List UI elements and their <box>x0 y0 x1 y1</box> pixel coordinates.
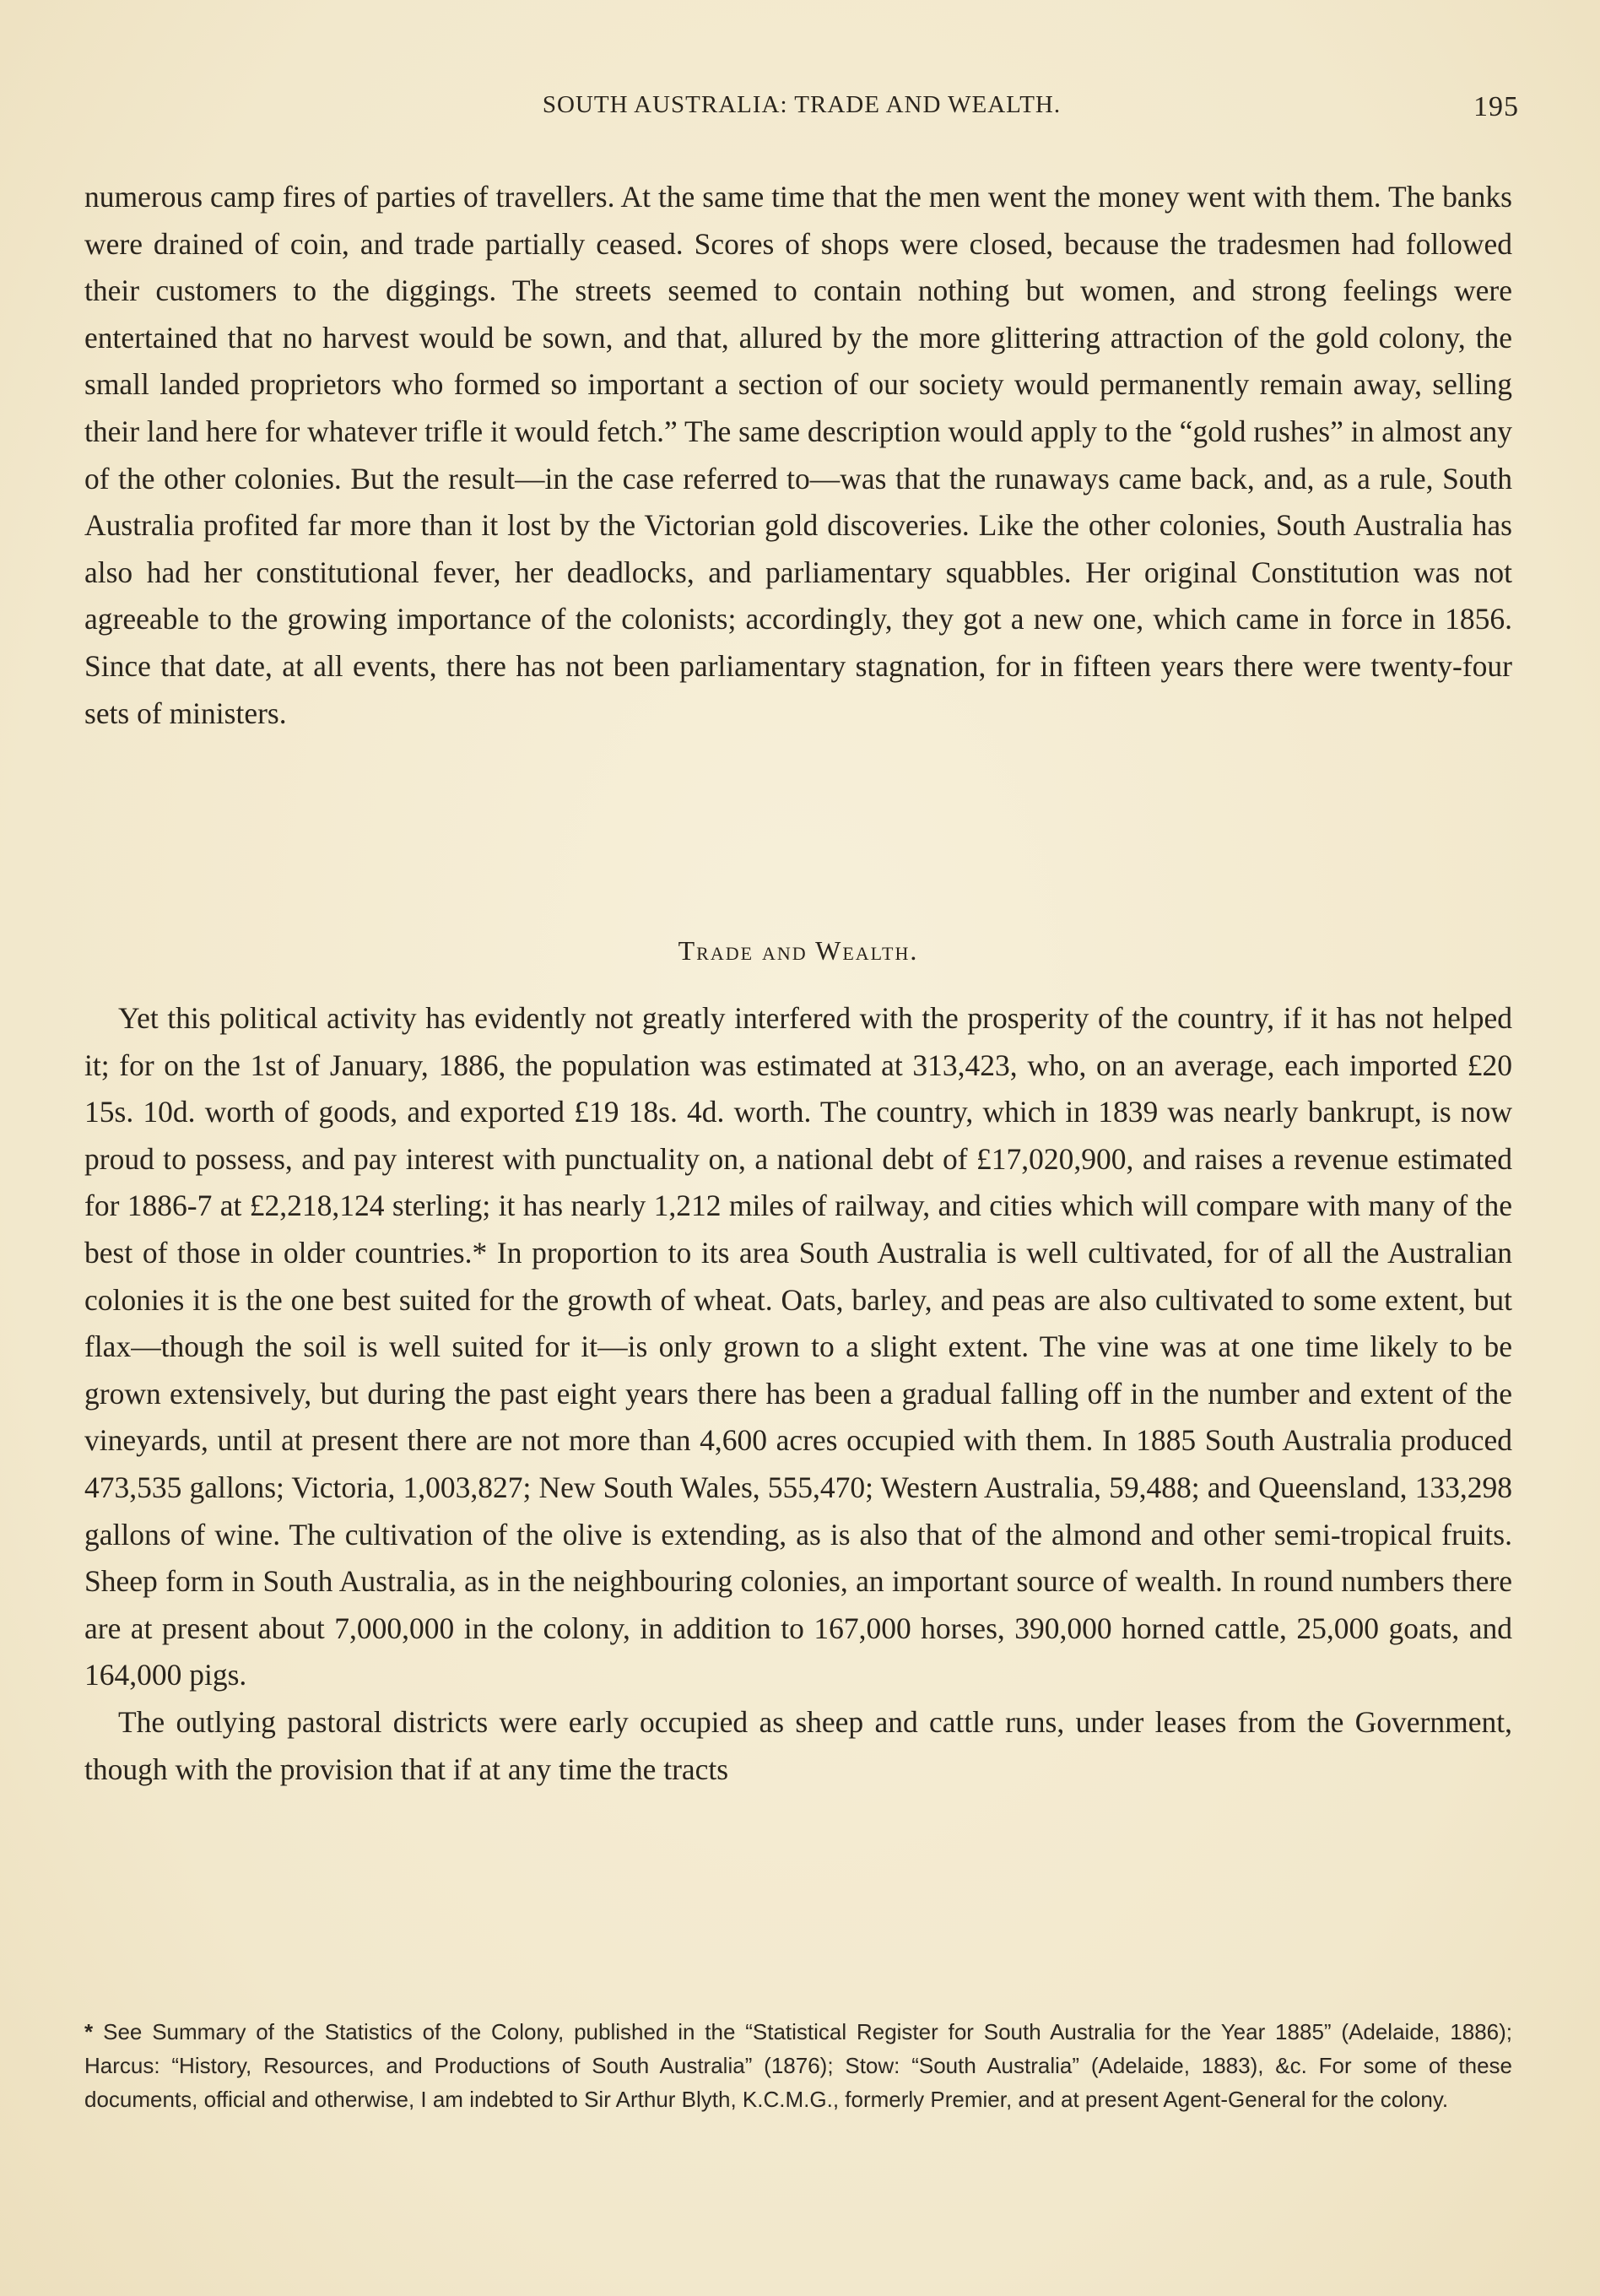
page-number: 195 <box>1473 91 1519 122</box>
footnote-marker: * <box>84 2019 94 2044</box>
paragraph: numerous camp fires of parties of travellers. At the same time that the men went the money went with them. The banks were drained of coin, and trade partially ceased. Scores of shops were closed, because the tradesmen had followed their customers to the diggings. The streets seemed to contain nothing but women, and strong feelings were entertained that no harvest would be sown, and that, allured by the more glittering attraction of the gold colony, the small landed proprietors who formed so important a section of our society would permanently remain away, selling their land here for whatever trifle it would fetch.” The same description would apply to the “gold rushes” in almost any of the other colonies. But the result—in the case referred to—was that the runaways came back, and, as a rule, South Australia profited far more than it lost by the Victorian gold discoveries. Like the other colonies, South Australia has also had her constitutional fever, her deadlocks, and parliamentary squabbles. Her original Constitution was not agreeable to the growing importance of the colonists; accordingly, they got a new one, which came in force in 1856. Since that date, at all events, there has not been parliamentary stagnation, for in fifteen years there were twenty-four sets of ministers. <box>84 180 1512 730</box>
running-head <box>84 91 1519 125</box>
section-body <box>84 995 1512 1793</box>
opening-paragraph-block <box>84 174 1512 737</box>
footnote-text: See Summary of the Statistics of the Colony, published in the “Statistical Register for South Australia for the Year 1885” (Adelaide, 1886); Harcus: “History, Resources, and Productions of South Australia” (1876); Stow: “South Australia” (Adelaide, 1883), &c. For some of these documents, official and otherwise, I am indebted to Sir Arthur Blyth, K.C.M.G., formerly Premier, and at present Agent-General for the colony. <box>84 2019 1512 2112</box>
paragraph: The outlying pastoral districts were early occupied as sheep and cattle runs, under leases from the Government, though with the provision that if at any time the tracts <box>84 1704 1512 1786</box>
running-title: SOUTH AUSTRALIA: TRADE AND WEALTH. <box>542 91 1062 118</box>
section-heading: Trade and Wealth. <box>678 935 919 966</box>
footnote <box>84 2015 1512 2116</box>
paragraph: Yet this political activity has evidently not greatly interfered with the prosperity of the country, if it has not helped it; for on the 1st of January, 1886, the population was estimated at 313,423, who, on an average, each imported £20 15s. 10d. worth of goods, and exported £19 18s. 4d. worth. The country, which in 1839 was nearly bankrupt, is now proud to possess, and pay interest with punctuality on, a national debt of £17,020,900, and raises a revenue estimated for 1886-7 at £2,218,124 sterling; it has nearly 1,212 miles of railway, and cities which will compare with many of the best of those in older countries.* In proportion to its area South Australia is well cultivated, for of all the Australian colonies it is the one best suited for the growth of wheat. Oats, barley, and peas are also cultivated to some extent, but flax—though the soil is well suited for it—is only grown to a slight extent. The vine was at one time likely to be grown extensively, but during the past eight years there has been a gradual falling off in the number and extent of the vineyards, until at present there are not more than 4,600 acres occupied with them. In 1885 South Australia produced 473,535 gallons; Victoria, 1,003,827; New South Wales, 555,470; Western Australia, 59,488; and Queensland, 133,298 gallons of wine. The cultivation of the olive is extending, as is also that of the almond and other semi-tropical fruits. Sheep form in South Australia, as in the neighbouring colonies, an important source of wealth. In round numbers there are at present about 7,000,000 in the colony, in addition to 167,000 horses, 390,000 horned cattle, 25,000 goats, and 164,000 pigs. <box>84 1001 1512 1692</box>
